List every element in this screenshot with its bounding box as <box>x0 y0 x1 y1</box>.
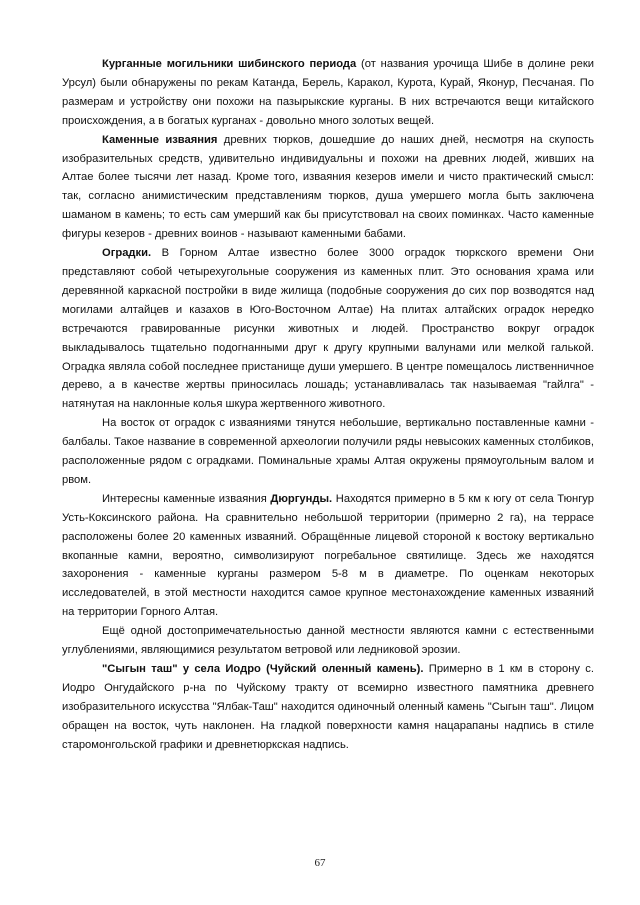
paragraph-shibe-burial-mounds <box>62 55 594 131</box>
paragraph-stone-statues <box>62 131 594 244</box>
paragraph-heading: Дюргунды. <box>270 492 333 505</box>
paragraph-heading: Каменные изваяния <box>102 133 218 146</box>
body-text <box>62 55 594 755</box>
paragraph-text: На восток от оградок с изваяниями тянутся небольшие, вертикально поставленные камни - балбалы. Такое название в современной археологии получили ряды невысоких каменных столбиков, расположенные рядом с оградками. Поминальные храмы Алтая окружены прямоугольным валом и рвом. <box>62 417 594 486</box>
paragraph-heading: Оградки. <box>102 247 152 260</box>
paragraph-erosion-stones <box>62 622 594 660</box>
paragraph-text: Примерно в 1 км в сторону с. Иодро Онгудайского р-на по Чуйскому тракту от всемирно известного памятника древнего изобразительного искусства "Ялбак-Таш" находится одиночный оленный камень "Сыгын таш". Лицом обращен на восток, чуть наклонен. На гладкой поверхности камня нацарапаны надпись в стиле старомонгольской графики и древнетюркская надпись. <box>62 663 594 751</box>
paragraph-dyurgundy <box>62 490 594 622</box>
paragraph-text-before: Интересны каменные изваяния <box>102 492 271 505</box>
paragraph-heading: Курганные могильники шибинского периода <box>102 58 357 70</box>
page-number: 67 <box>314 857 326 869</box>
paragraph-balbals <box>62 414 594 490</box>
paragraph-enclosures <box>62 244 594 414</box>
paragraph-text: древних тюрков, дошедшие до наших дней, несмотря на скупость изобразительных средств, удивительно индивидуальны и похожи на древних людей, живших на Алтае более тысячи лет назад. Кроме того, изваяния кезеров имели и чисто практический смысл: так, согласно анимистическим представлениям тюрков, душа умершего могла быть заключена шаманом в камень; то есть сам умерший как бы присутствовал на своих поминках. Часто каменные фигуры кезеров - древних воинов - называют каменными бабами. <box>62 133 595 241</box>
paragraph-text: (от названия урочища Шибе в долине реки Урсул) были обнаружены по рекам Катанда, Берель, Каракол, Курота, Курай, Яконур, Песчаная. По размерам и устройству они похожи на пазырыкские курганы. В них встречаются вещи китайского происхождения, а в богатых курганах - довольно много золотых вещей. <box>62 58 594 127</box>
paragraph-text: В Горном Алтае известно более 3000 оградок тюркского времени Они представляют собой четырехугольные сооружения из каменных плит. Это основания храма или деревянной каркасной постройки в виде жилища (подобные сооружения до сих пор возводятся над могилами алтайцев и казахов в Юго-Восточном Алтае) На плитах алтайских оградок нередко встречаются гравированные рисунки животных и людей. Пространство вокруг оградок выкладывалось тщательно подогнанными друг к другу крупными валунами или мелкой галькой. Оградка являла собой последнее пристанище души умершего. В центре помещалось лиственничное дерево, а в качестве жертвы приносилась лошадь; устанавливалась так называемая "гайлга" - натянутая на наклонные колья шкура жертвенного животного. <box>62 247 594 411</box>
paragraph-text: Ещё одной достопримечательностью данной местности являются камни с естественными углублениями, являющимися результатом ветровой или ледниковой эрозии. <box>62 625 594 657</box>
paragraph-text: Находятся примерно в 5 км к югу от села Тюнгур Усть-Коксинского района. На сравнительно небольшой территории (примерно 2 га), на террасе расположены более 20 каменных изваяний. Обращённые лицевой стороной к востоку вертикально вкопанные камни, вероятно, символизируют погребальное святилище. Здесь же находятся захоронения - каменные курганы размером 5-8 м в диаметре. По оценкам некоторых исследователей, в этой местности находится самое крупное местонахождение каменных изваяний на территории Горного Алтая. <box>62 492 594 619</box>
paragraph-sygyn-tash <box>62 660 594 755</box>
paragraph-heading: "Сыгын таш" у села Иодро (Чуйский оленный камень). <box>102 663 424 675</box>
